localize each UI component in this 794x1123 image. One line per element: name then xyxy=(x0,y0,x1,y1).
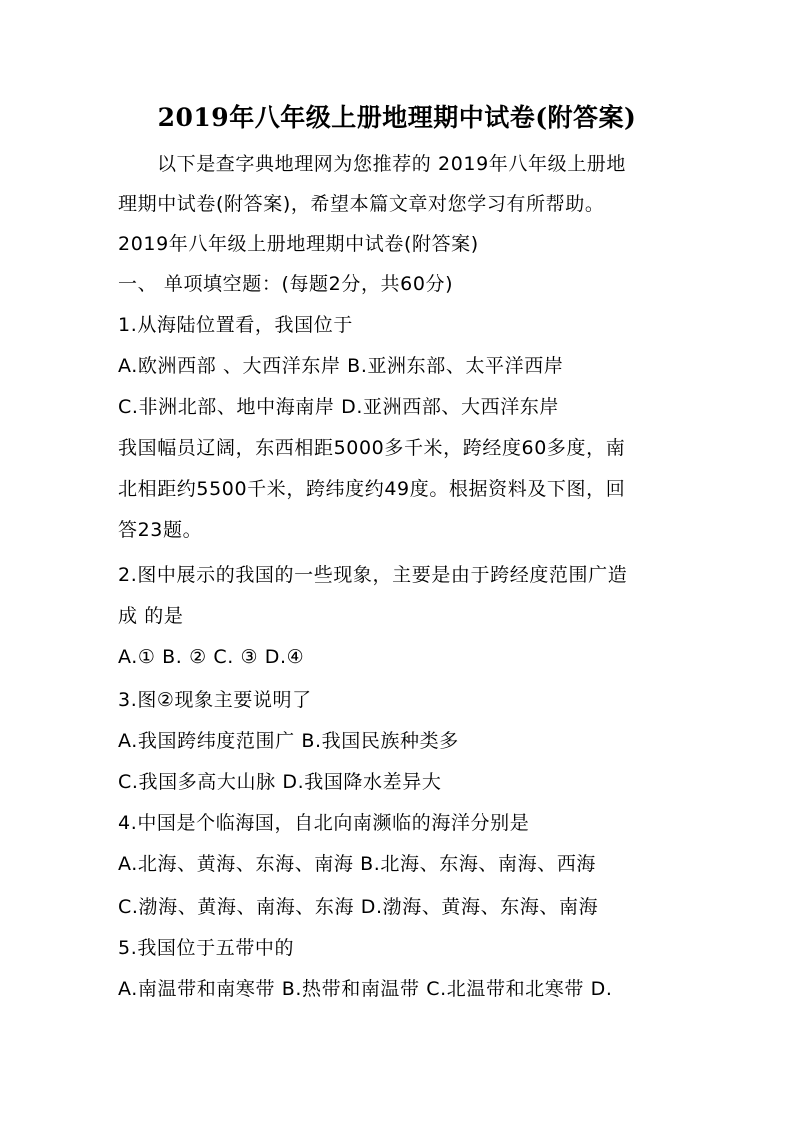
question-3-options-cd: C.我国多高大山脉 D.我国降水差异大 xyxy=(118,771,442,793)
question-1-options-ab: A.欧洲西部 、大西洋东岸 B.亚洲东部、太平洋西岸 xyxy=(118,355,564,377)
passage-line-1: 我国幅员辽阔，东西相距5000多千米，跨经度60多度，南 xyxy=(118,437,626,459)
question-1: 1.从海陆位置看，我国位于 xyxy=(118,314,353,336)
passage-line-2: 北相距约5500千米，跨纬度约49度。根据资料及下图，回 xyxy=(118,478,626,500)
question-5: 5.我国位于五带中的 xyxy=(118,937,295,959)
exam-heading: 2019年八年级上册地理期中试卷(附答案) xyxy=(118,233,479,255)
question-1-options-cd: C.非洲北部、地中海南岸 D.亚洲西部、大西洋东岸 xyxy=(118,396,560,418)
question-5-options: A.南温带和南寒带 B.热带和南温带 C.北温带和北寒带 D. xyxy=(118,978,613,1000)
question-4: 4.中国是个临海国，自北向南濒临的海洋分别是 xyxy=(118,812,530,834)
question-2-options: A.① B. ② C. ③ D.④ xyxy=(118,646,305,668)
intro-line-2: 理期中试卷(附答案)，希望本篇文章对您学习有所帮助。 xyxy=(118,193,605,215)
intro-line-1: 以下是查字典地理网为您推荐的 2019年八年级上册地 xyxy=(157,153,626,175)
question-2: 2.图中展示的我国的一些现象，主要是由于跨经度范围广造 xyxy=(118,564,628,586)
question-4-options-cd: C.渤海、黄海、南海、东海 D.渤海、黄海、东海、南海 xyxy=(118,896,599,918)
section-heading: 一、 单项填空题：(每题2分，共60分) xyxy=(118,273,454,295)
question-4-options-ab: A.北海、黄海、东海、南海 B.北海、东海、南海、西海 xyxy=(118,853,597,875)
question-2-continued: 成 的是 xyxy=(118,605,184,627)
passage-line-3: 答23题。 xyxy=(118,519,203,541)
question-3-options-ab: A.我国跨纬度范围广 B.我国民族种类多 xyxy=(118,730,459,752)
question-3: 3.图②现象主要说明了 xyxy=(118,689,312,711)
document-title: 2019年八年级上册地理期中试卷(附答案) xyxy=(157,103,637,132)
